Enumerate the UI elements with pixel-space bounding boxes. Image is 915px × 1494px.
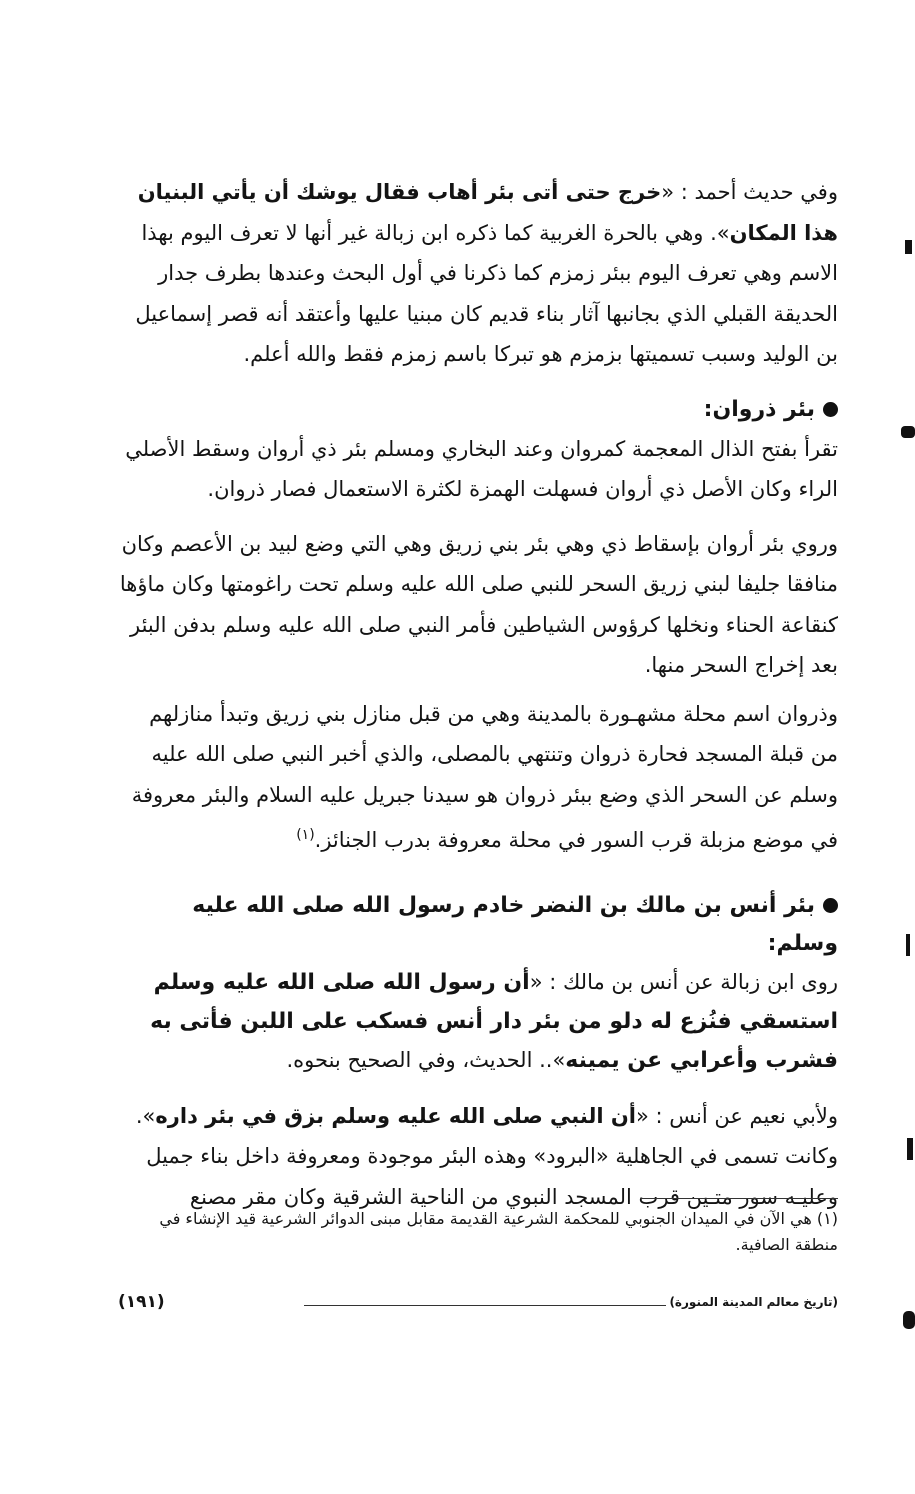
body-text <box>118 172 838 1217</box>
paragraph-hadith-ahmad <box>118 172 838 375</box>
scan-edge-mark <box>906 934 910 956</box>
scan-edge-mark <box>907 1138 913 1160</box>
page-footer <box>118 1292 838 1318</box>
paragraph-dhirwan-quarter <box>118 694 838 861</box>
heading-text: بئر ذروان: <box>703 396 815 422</box>
section-heading-bir-dhirwan <box>118 391 838 429</box>
text: وذروان اسم محلة مشهـورة بالمدينة وهي من قبل منازل بني زريق وتبدأ منازلهم من قبلة المسجد فحارة ذروان وتنتهي بالمصلى، والذي أخبر النبي صلى الله عليه وسلم عن السحر الذي وضع ببئر ذروان هو سيدنا جبريل عليه السلام والبئر معروفة في موضع مزبلة قرب السور في محلة معروفة بدرب الجنائز. <box>131 701 838 852</box>
footer-rule <box>304 1305 666 1306</box>
paragraph-ibn-zabala <box>118 963 838 1080</box>
scan-edge-mark <box>905 240 912 254</box>
text: وفي حديث أحمد : « <box>661 180 838 204</box>
quoted-hadith: أن رسول الله صلى الله عليه وسلم استسقي فنُزع له دلو من بئر دار أنس فسكب على اللبن فأتى به فشرب وأعرابي عن يمينه <box>150 969 838 1073</box>
footnote-divider <box>640 1198 838 1199</box>
section-heading-bir-anas <box>118 887 838 963</box>
text: ». وكانت تسمى في الجاهلية «البرود» وهذه البئر موجودة ومعروفة داخل بناء جميل وعليـه سور متـين قرب المسجد النبوي من الناحية الشرقية وكان مقر مصنع <box>135 1103 838 1209</box>
text: روى ابن زبالة عن أنس بن مالك : « <box>529 969 838 994</box>
book-title: (تاريخ معالم المدينة المنورة) <box>669 1295 838 1309</box>
text: ». وهي بالحرة الغربية كما ذكره ابن زبالة غير أنها لا تعرف اليوم بهذا الاسم وهي تعرف اليوم ببئر زمزم كما ذكرنا في أول البحث وعندها بطرف جدار الحديقة القبلي الذي بجانبها آثار بناء قديم كان مبنيا عليها وأعتقد أنه قصر إسماعيل بن الوليد وسبب تسميتها بزمزم هو تبركا باسم زمزم فقط والله أعلم. <box>135 220 838 366</box>
quoted-hadith: أن النبي صلى الله عليه وسلم بزق في بئر داره <box>155 1103 636 1128</box>
paragraph-dhirwan-reading: تقرأ بفتح الذال المعجمة كمروان وعند البخاري ومسلم بئر ذي أروان وسقط الأصلي الراء وكان الأصل ذي أروان فسهلت الهمزة لكثرة الاستعمال فصار ذروان. <box>125 436 838 501</box>
bullet-icon <box>823 898 838 913</box>
paragraph-arwan: وروي بئر أروان بإسقاط ذي وهي بئر بني زريق وهي التي وضع لبيد بن الأعصم وكان منافقا جليفا لبني زريق السحر للنبي صلى الله عليه وسلم تحت راغومتها وكان ماؤها كنقاعة الحناء ونخلها كرؤوس الشياطين فأمر النبي صلى الله عليه وسلم بدفن البئر بعد إخراج السحر منها. <box>119 531 838 677</box>
scan-edge-mark <box>901 426 915 438</box>
scan-edge-mark <box>903 1311 915 1329</box>
heading-text: بئر أنس بن مالك بن النضر خادم رسول الله صلى الله عليه وسلم: <box>192 892 838 956</box>
footnote-text: (١) هي الآن في الميدان الجنوبي للمحكمة الشرعية القديمة مقابل مبنى الدوائر الشرعية قيد الإنشاء في منطقة الصافية. <box>159 1209 838 1254</box>
footnote-reference: (١) <box>296 827 315 843</box>
page-number: (١٩١) <box>118 1292 165 1312</box>
footnote-area <box>118 1206 838 1258</box>
text: ».. الحديث، وفي الصحيح بنحوه. <box>286 1047 566 1072</box>
quoted-hadith: خرج حتى أتى بئر أهاب فقال يوشك أن يأتي البنيان هذا المكان <box>137 180 838 245</box>
bullet-icon <box>823 402 838 417</box>
text: ولأبي نعيم عن أنس : « <box>635 1103 838 1128</box>
